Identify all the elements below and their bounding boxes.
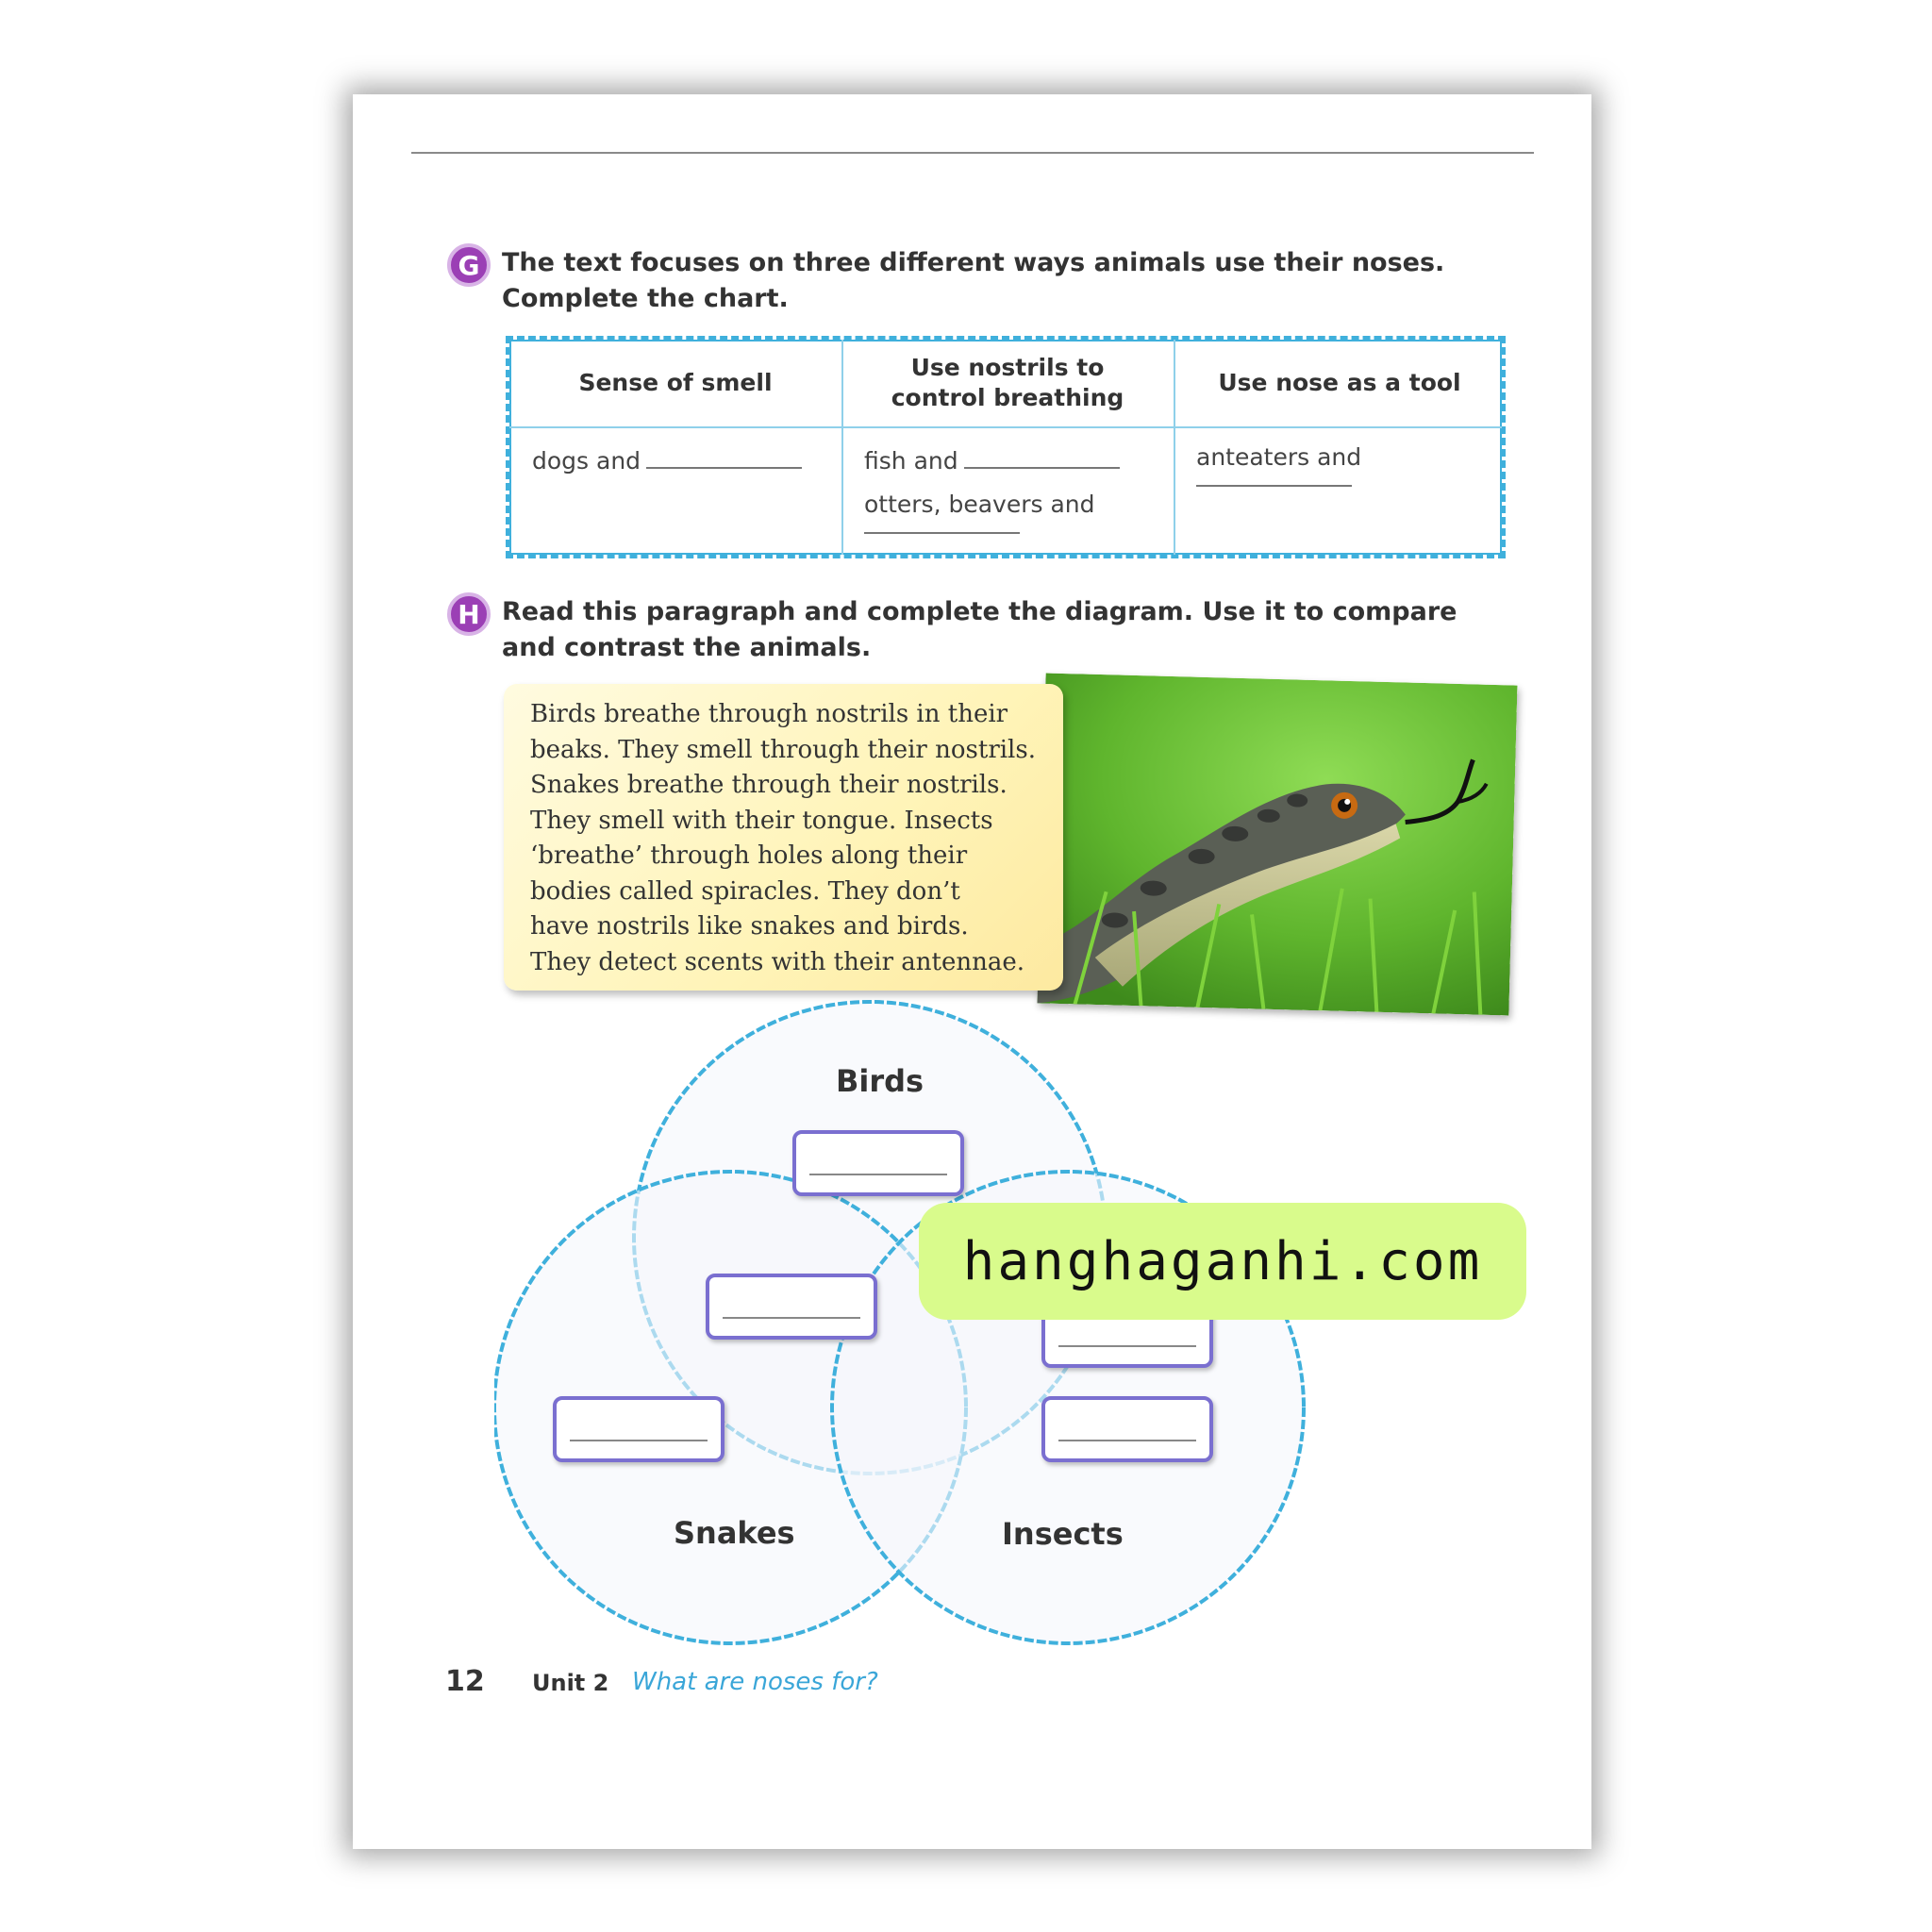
question-g-text — [502, 245, 1444, 317]
question-g-line-2: Complete the chart. — [502, 284, 789, 313]
header-nostrils-line-1: Use nostrils to — [910, 354, 1105, 381]
paragraph-line: have nostrils like snakes and birds. — [530, 912, 969, 941]
paragraph-line: Birds breathe through nostrils in their — [530, 700, 1008, 728]
question-g-line-1: The text focuses on three different ways animals use their noses. — [502, 248, 1445, 277]
cell-fish-text: fish and — [864, 447, 958, 475]
venn-label-birds: Birds — [836, 1063, 924, 1099]
question-h-line-1: Read this paragraph and complete the diagram. Use it to compare — [502, 597, 1457, 626]
workbook-page — [353, 94, 1591, 1849]
paragraph-line: bodies called spiracles. They don’t — [530, 876, 960, 906]
question-h-text — [502, 594, 1457, 666]
header-separator — [509, 426, 1502, 428]
paragraph-line: They detect scents with their antennae. — [530, 947, 1024, 976]
header-nose-as-tool: Use nose as a tool — [1218, 369, 1461, 396]
cell-sense-of-smell — [532, 440, 802, 483]
answer-box-birds[interactable] — [792, 1130, 964, 1196]
venn-label-snakes: Snakes — [674, 1515, 795, 1551]
cell-dogs-text: dogs and — [532, 447, 641, 475]
venn-label-insects: Insects — [1002, 1516, 1124, 1552]
paragraph-line: ‘breathe’ through holes along their — [530, 841, 968, 870]
paragraph-line: beaks. They smell through their nostrils. — [530, 735, 1036, 764]
page-number: 12 — [445, 1665, 485, 1698]
paragraph-box — [504, 684, 1063, 991]
paragraph-line: They smell with their tongue. Insects — [530, 806, 993, 835]
answer-box-insects[interactable] — [1041, 1396, 1213, 1462]
cell-nostrils-breathing — [864, 440, 1120, 534]
header-nostrils-breathing — [841, 340, 1174, 426]
header-nostrils-line-2: control breathing — [891, 384, 1124, 411]
unit-topic: What are noses for? — [632, 1668, 878, 1696]
cell-nose-as-tool — [1196, 436, 1361, 487]
answer-box-snakes[interactable] — [553, 1396, 724, 1462]
answer-blank-fish[interactable] — [964, 446, 1120, 469]
watermark-banner: hanghaganhi.com — [919, 1203, 1526, 1320]
noses-chart — [506, 336, 1506, 558]
snake-illustration — [1038, 674, 1518, 1016]
snake-photo — [1038, 674, 1518, 1016]
answer-blank-smell[interactable] — [646, 446, 802, 469]
answer-box-birds-snakes[interactable] — [706, 1274, 877, 1340]
top-rule — [411, 152, 1534, 154]
question-g-badge: G — [447, 243, 491, 287]
cell-anteaters-text: anteaters and — [1196, 443, 1362, 471]
question-h-line-2: and contrast the animals. — [502, 633, 872, 662]
cell-otters-text: otters, beavers and — [864, 491, 1095, 518]
venn-circles — [494, 1000, 1532, 1679]
unit-label: Unit 2 — [532, 1670, 609, 1696]
paragraph-line: Snakes breathe through their nostrils. — [530, 771, 1008, 799]
question-h-badge: H — [447, 592, 491, 636]
header-sense-of-smell: Sense of smell — [578, 369, 773, 396]
